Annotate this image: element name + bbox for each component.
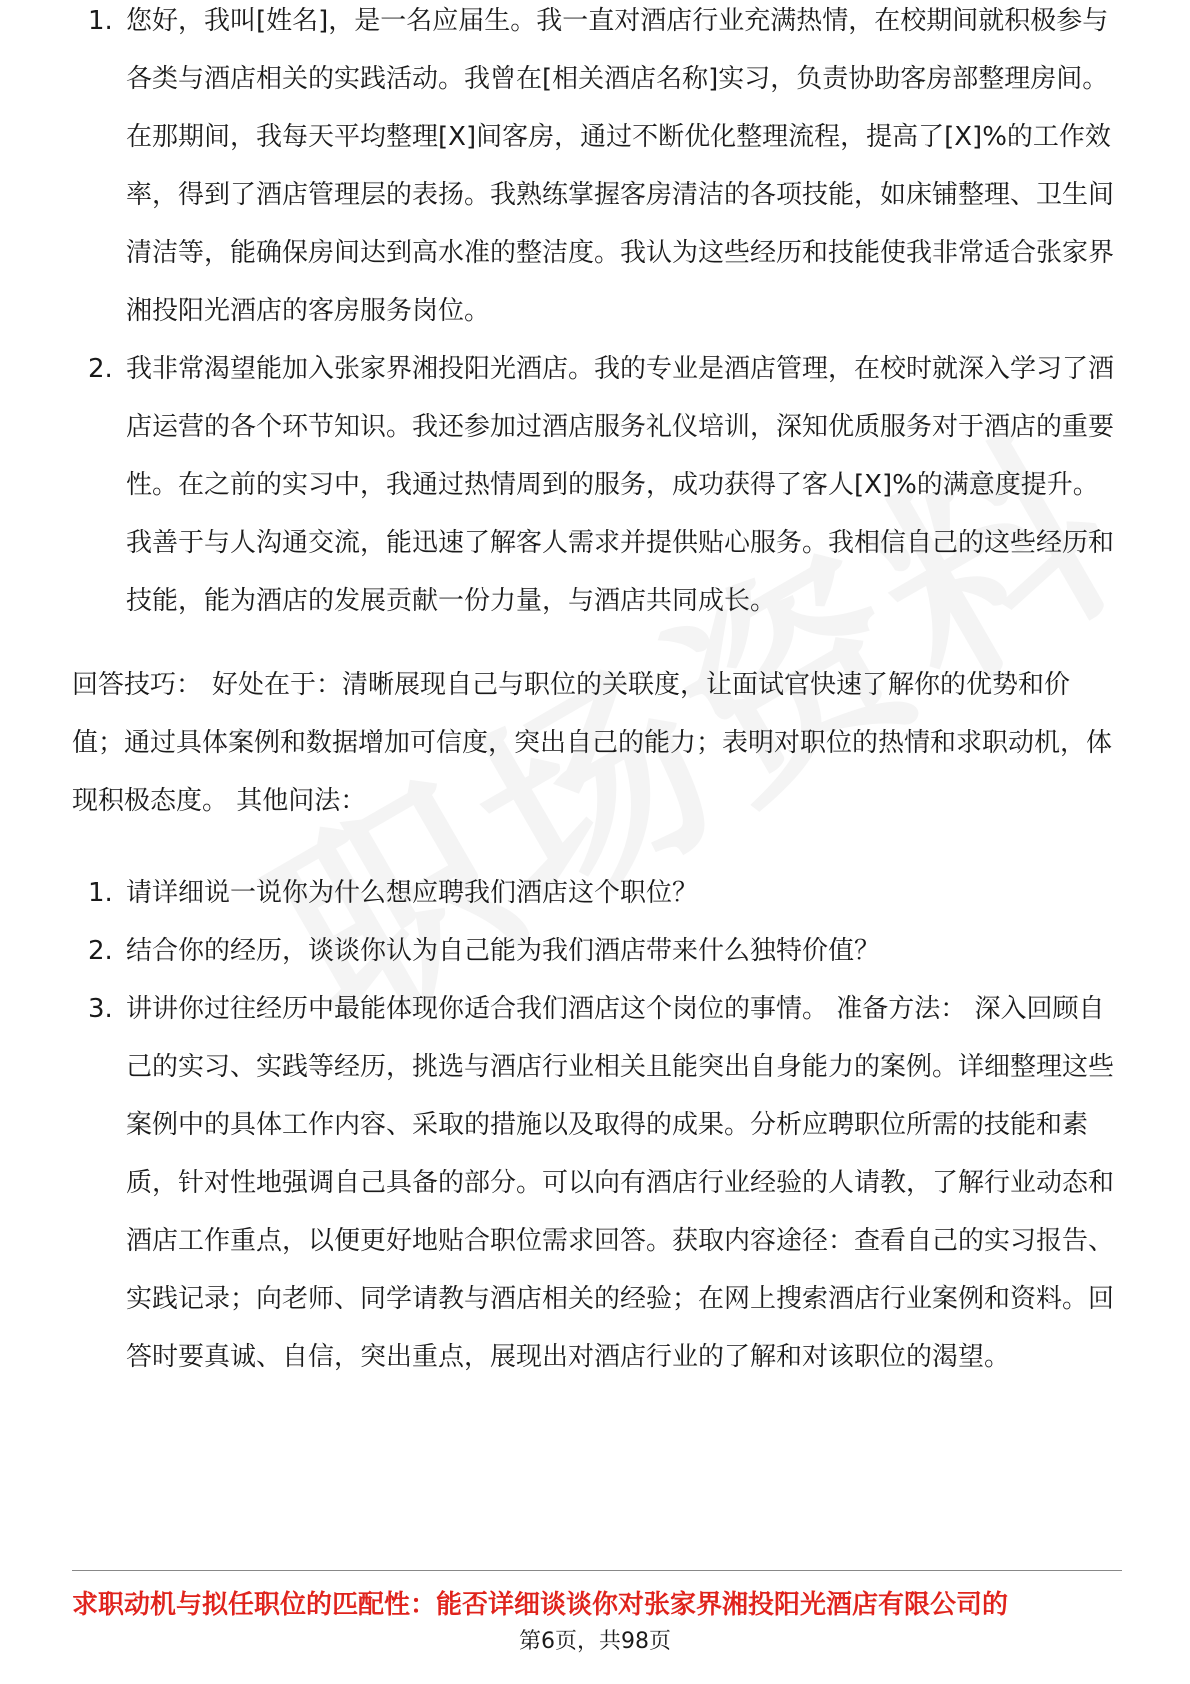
tips-label: 回答技巧： (72, 670, 203, 700)
list-number: 2. (88, 936, 113, 966)
page-content (72, 6, 1122, 1386)
list-item (72, 922, 1122, 980)
other-questions-list (72, 864, 1122, 1386)
list-number: 3. (88, 994, 113, 1024)
footer-divider (72, 1570, 1122, 1571)
list-item (72, 0, 1122, 340)
list-number: 2. (88, 354, 113, 384)
page-number: 第6页，共98页 (519, 1629, 671, 1654)
footer-section-title: 求职动机与拟任职位的匹配性：能否详细谈谈你对张家界湘投阳光酒店有限公司的 (72, 1590, 1009, 1620)
answer-list (72, 0, 1122, 630)
answer-tips-paragraph (72, 656, 1122, 830)
list-item-text: 您好，我叫[姓名]，是一名应届生。我一直对酒店行业充满热情，在校期间就积极参与各类与酒店相关的实践活动。我曾在[相关酒店名称]实习，负责协助客房部整理房间。在那期间，我每天平均整理[X]间客房，通过不断优化整理流程，提高了[X]%的工作效率，得到了酒店管理层的表扬。我熟练掌握客房清洁的各项技能，如床铺整理、卫生间清洁等，能确保房间达到高水准的整洁度。我认为这些经历和技能使我非常适合张家界湘投阳光酒店的客房服务岗位。 (126, 6, 1115, 326)
list-item (72, 864, 1122, 922)
tips-text: 好处在于：清晰展现自己与职位的关联度，让面试官快速了解你的优势和价值；通过具体案例和数据增加可信度，突出自己的能力；表明对职位的热情和求职动机，体现积极态度。 其他问法： (72, 670, 1113, 816)
list-item (72, 980, 1122, 1386)
list-number: 1. (88, 6, 113, 36)
list-item-text: 请详细说一说你为什么想应聘我们酒店这个职位？ (126, 878, 699, 908)
list-item (72, 340, 1122, 630)
list-item-text: 结合你的经历，谈谈你认为自己能为我们酒店带来什么独特价值？ (126, 936, 881, 966)
list-item-text: 我非常渴望能加入张家界湘投阳光酒店。我的专业是酒店管理，在校时就深入学习了酒店运营的各个环节知识。我还参加过酒店服务礼仪培训，深知优质服务对于酒店的重要性。在之前的实习中，我通过热情周到的服务，成功获得了客人[X]%的满意度提升。我善于与人沟通交流，能迅速了解客人需求并提供贴心服务。我相信自己的这些经历和技能，能为酒店的发展贡献一份力量，与酒店共同成长。 (126, 354, 1115, 616)
list-number: 1. (88, 878, 113, 908)
list-item-text: 讲讲你过往经历中最能体现你适合我们酒店这个岗位的事情。 准备方法： 深入回顾自己的实习、实践等经历，挑选与酒店行业相关且能突出自身能力的案例。详细整理这些案例中的具体工作内容、采取的措施以及取得的成果。分析应聘职位所需的技能和素质，针对性地强调自己具备的部分。可以向有酒店行业经验的人请教，了解行业动态和酒店工作重点，以便更好地贴合职位需求回答。获取内容途径：查看自己的实习报告、实践记录；向老师、同学请教与酒店相关的经验；在网上搜索酒店行业案例和资料。回答时要真诚、自信，突出重点，展现出对酒店行业的了解和对该职位的渴望。 (126, 994, 1115, 1372)
